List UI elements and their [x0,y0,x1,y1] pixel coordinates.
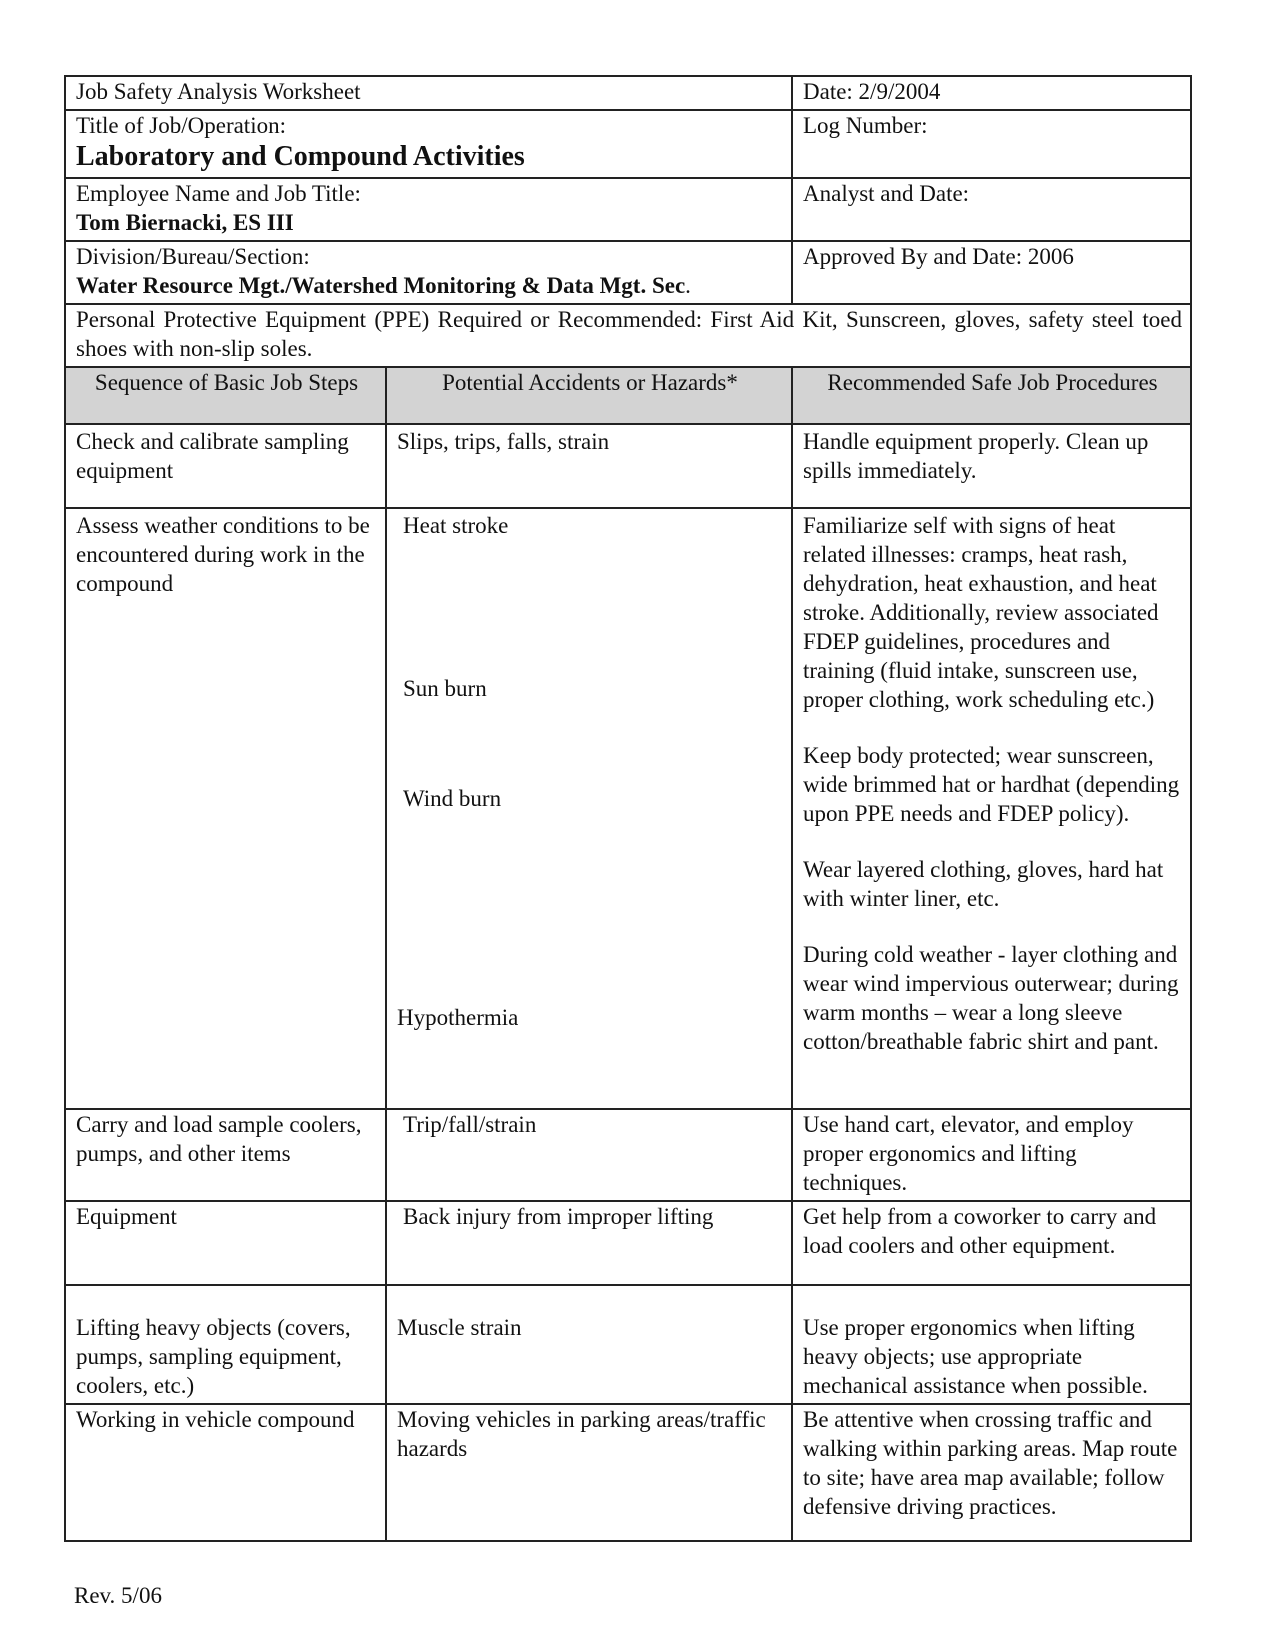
employee-row [65,178,1191,241]
step-cell: Assess weather conditions to be encountered during work in the compound [65,508,386,1109]
hazard-wind-burn: Wind burn [403,786,502,811]
hazard-cell: Back injury from improper lifting [386,1201,792,1285]
hazard-heat-stroke: Heat stroke [403,513,509,538]
procedure-cell: Use hand cart, elevator, and employ proper ergonomics and lifting techniques. [792,1109,1191,1201]
column-header-hazards: Potential Accidents or Hazards* [386,367,792,424]
division-row [65,241,1191,304]
column-header-procedures: Recommended Safe Job Procedures [792,367,1191,424]
procedure-heat: Familiarize self with signs of heat related illnesses: cramps, heat rash, dehydration, heat exhaustion, and heat stroke. Additionally, review associated FDEP guidelines, procedures and training (fluid intake, sunscreen use, proper clothing, work scheduling etc.) [803,513,1159,712]
worksheet-table [64,75,1192,1542]
procedure-cell [792,508,1191,1109]
procedure-wind: Wear layered clothing, gloves, hard hat with winter liner, etc. [803,857,1164,911]
table-row [65,1285,1191,1404]
worksheet-date: Date: 2/9/2004 [792,76,1191,110]
procedure-sun: Keep body protected; wear sunscreen, wide brimmed hat or hardhat (depending upon PPE needs and FDEP policy). [803,743,1180,826]
table-row [65,1201,1191,1285]
procedure-cell: Use proper ergonomics when lifting heavy objects; use appropriate mechanical assistance when possible. [792,1285,1191,1404]
step-cell: Working in vehicle compound [65,1404,386,1541]
table-row [65,1109,1191,1201]
step-cell: Check and calibrate sampling equipment [65,424,386,508]
division-cell [65,241,792,304]
hazard-sun-burn: Sun burn [403,676,487,701]
step-cell: Equipment [65,1201,386,1285]
job-cell [65,110,792,178]
step-cell: Lifting heavy objects (covers, pumps, sampling equipment, coolers, etc.) [65,1285,386,1404]
hazard-cell [386,508,792,1109]
job-row [65,110,1191,178]
division-value: Water Resource Mgt./Watershed Monitoring & Data Mgt. Sec [76,273,686,298]
procedure-cold: During cold weather - layer clothing and wear wind impervious outerwear; during warm months – wear a long sleeve cotton/breathable fabric shirt and pant. [803,942,1179,1054]
table-row [65,424,1191,508]
table-row [65,1404,1191,1541]
division-period: . [685,273,691,298]
column-header-row [65,367,1191,424]
hazard-cell: Slips, trips, falls, strain [386,424,792,508]
hazard-cell: Moving vehicles in parking areas/traffic hazards [386,1404,792,1541]
division-label: Division/Bureau/Section: [76,244,310,269]
log-number-label: Log Number: [792,110,1191,178]
hazard-cell: Muscle strain [386,1285,792,1404]
column-header-steps: Sequence of Basic Job Steps [65,367,386,424]
approved-label: Approved By and Date: 2006 [792,241,1191,304]
job-label: Title of Job/Operation: [76,113,286,138]
procedure-cell: Be attentive when crossing traffic and walking within parking areas. Map route to site; have area map available; follow defensive driving practices. [792,1404,1191,1541]
step-cell: Carry and load sample coolers, pumps, and other items [65,1109,386,1201]
worksheet-title: Job Safety Analysis Worksheet [65,76,792,110]
ppe-text: Personal Protective Equipment (PPE) Required or Recommended: First Aid Kit, Sunscreen, gloves, safety steel toed shoes with non-slip soles. [65,304,1191,367]
title-row [65,76,1191,110]
hazard-hypothermia: Hypothermia [397,1005,519,1030]
procedure-cell: Handle equipment properly. Clean up spills immediately. [792,424,1191,508]
ppe-row [65,304,1191,367]
procedure-cell: Get help from a coworker to carry and load coolers and other equipment. [792,1201,1191,1285]
hazard-cell: Trip/fall/strain [386,1109,792,1201]
employee-label: Employee Name and Job Title: [76,181,361,206]
employee-cell [65,178,792,241]
revision-note: Rev. 5/06 [74,1583,162,1608]
analyst-label: Analyst and Date: [792,178,1191,241]
employee-value: Tom Biernacki, ES III [76,210,294,235]
job-safety-analysis-worksheet [64,75,1190,1542]
job-value: Laboratory and Compound Activities [76,141,525,172]
table-row [65,508,1191,1109]
